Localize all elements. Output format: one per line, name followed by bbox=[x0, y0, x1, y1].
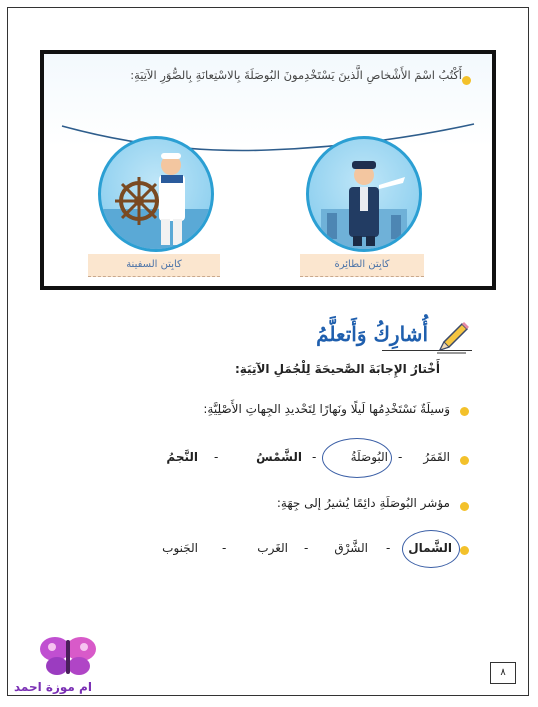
separator: - bbox=[222, 541, 227, 555]
bullet-icon bbox=[460, 456, 469, 465]
pilot-label: كابِتن الطائِرة bbox=[300, 254, 424, 277]
bullet-icon bbox=[460, 546, 469, 555]
separator: - bbox=[386, 541, 391, 555]
butterfly-logo-icon bbox=[38, 634, 98, 678]
q2-option-4[interactable]: الجَنوب bbox=[162, 541, 198, 555]
question-heading: أَخْتارُ الإِجابَةَ الصَّحيحَةَ لِلْجُمَلِ الآتِيَةِ: bbox=[234, 362, 440, 376]
section-title: أُشارِكُ وَأَتعلَّمُ bbox=[316, 322, 428, 346]
q2-option-2[interactable]: الشَّرْق bbox=[334, 541, 368, 555]
separator: - bbox=[214, 450, 219, 464]
q1-option-2[interactable]: البُوصَلَةُ bbox=[350, 450, 388, 464]
bullet-icon bbox=[460, 407, 469, 416]
separator: - bbox=[398, 450, 403, 464]
separator: - bbox=[312, 450, 317, 464]
bullet-icon bbox=[460, 502, 469, 511]
pilot-icon bbox=[309, 139, 419, 249]
q2-option-1[interactable]: الشَّمال bbox=[408, 541, 452, 555]
title-underline bbox=[382, 350, 472, 351]
separator: - bbox=[304, 541, 309, 555]
ship-wheel-icon bbox=[101, 139, 211, 249]
question-1-text: وَسيلَةٌ نَسْتَخْدِمُها لَيلًا ونَهارًا لِتَحْديدِ الجِهاتِ الأَصْلِيَّةِ: bbox=[203, 402, 450, 416]
instruction-text: أَكْتُبُ اسْمَ الأَشْخاصِ الَّذينَ يَسْتَخْدِمونَ البُوصَلَةَ بِالاسْتِعانَةِ بِالصُّوَرِ الآتِيَةِ: bbox=[130, 68, 462, 82]
q1-option-1[interactable]: القَمَرُ bbox=[423, 450, 450, 464]
sailor-image bbox=[98, 136, 214, 252]
q1-option-3[interactable]: الشَّمْسُ bbox=[256, 450, 302, 464]
page-number: ٨ bbox=[490, 662, 516, 684]
q1-option-4[interactable]: النَّجمُ bbox=[166, 450, 198, 464]
logo-text: ام موزة احمد bbox=[14, 680, 92, 694]
q2-option-3[interactable]: الغَرب bbox=[257, 541, 288, 555]
question-2-text: مؤشر البُوصَلَةِ دائِمًا يُشيرُ إلى جِهَةِ: bbox=[276, 496, 450, 510]
pencil-icon bbox=[436, 320, 470, 354]
pilot-image bbox=[306, 136, 422, 252]
picture-frame bbox=[40, 50, 496, 290]
sailor-label: كابِتن السفينة bbox=[88, 254, 220, 277]
picture-background bbox=[44, 54, 492, 286]
